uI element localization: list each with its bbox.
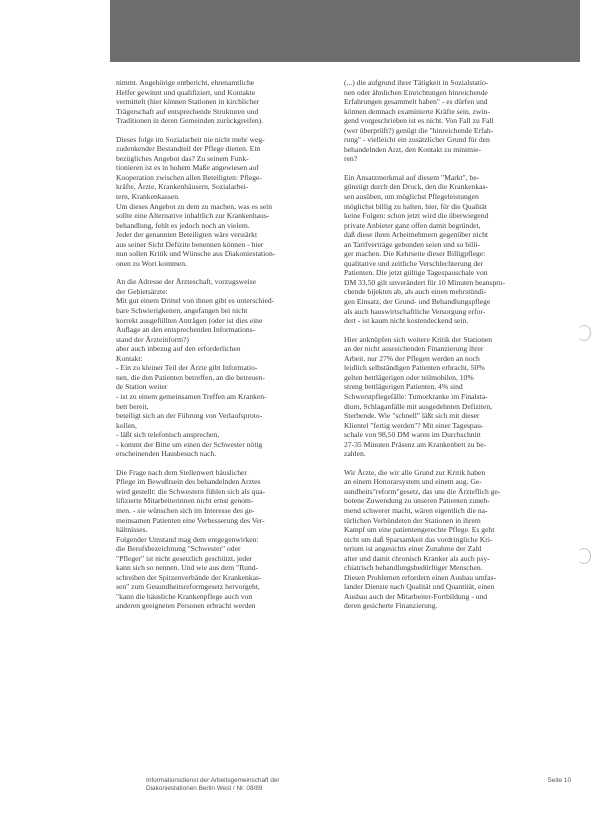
text-line: Folgender Umstand mag dem entgegenwirken: — [116, 534, 259, 544]
text-line: bare Schwierigkeiten, angefangen bei nicht — [116, 306, 248, 316]
text-line: deren gesicherte Finanzierung. — [344, 601, 438, 611]
text-line: Wir Ärzte, die wir alle Grund zur Kritik haben — [344, 467, 486, 477]
text-line: alter und damit chronisch Kranker als auch psy- — [344, 553, 490, 563]
text-line: Arbeit. nur 27% der Pflegen werden an noch — [344, 353, 480, 363]
text-line: botene Zuwendung zu unseren Patienten zuneh- — [344, 496, 490, 506]
paragraph — [116, 468, 341, 611]
text-line: zudenkender Bestandteil der Pflege dienen. Ein — [116, 144, 261, 154]
text-line: tern, Krankenkassen. — [116, 192, 180, 202]
text-line: meinsamen Patienten eine Verbesserung des Ver- — [116, 515, 265, 525]
text-line: Hier anknüpfen sich weitere Kritik der Stationen — [344, 334, 493, 344]
paragraph — [116, 135, 341, 269]
text-line: Kooperation zwischen allen Beteiligten: Pflege- — [116, 172, 262, 182]
text-line: behandelnden Arzt, den Kontakt zu minimie- — [344, 144, 482, 154]
paragraph — [344, 173, 568, 326]
text-line: sen" zum Gesundheitsreformgesetz hervorgeht, — [116, 582, 260, 592]
text-line: (...) die aufgrund ihrer Tätigkeit in Sozialstatio- — [344, 78, 489, 87]
text-line: bezügliches Angebot das? Zu seinem Funk- — [116, 153, 249, 163]
text-line: tionieren ist es in hohem Maße angewiesen auf — [116, 163, 259, 173]
text-line: kräfte, Ärzte, Krankenhäusern, Sozialarbei- — [116, 182, 249, 192]
text-line: Die Frage nach dem Stellenwert häuslicher — [116, 467, 247, 477]
paragraph — [344, 335, 568, 459]
text-line: terium ist angesichts einer Zunahme der Zahl — [344, 544, 482, 554]
text-line: sundheits"reform"gesetz, das uns die Ärzteflich ge- — [344, 486, 501, 496]
text-line: Schwerstpflegefälle: Tumorkranke im Finalsta- — [344, 391, 488, 401]
text-line: hältnisses. — [116, 525, 148, 535]
left-text-column — [116, 78, 341, 611]
text-line: möglichst billig zu halten, hier, für die Qualität — [344, 201, 487, 211]
text-line: de Station weiter — [116, 382, 168, 392]
text-line: private Anbieter ganz offen damit begründet, — [344, 220, 481, 230]
text-line: nen, die den Patienten betreffen, an die betreuen- — [116, 372, 265, 382]
punch-hole-mark — [577, 548, 591, 564]
text-line: - läßt sich telefonisch ansprechen, — [116, 430, 220, 440]
text-line: An die Adresse der Ärzteschaft, vorzugsweise — [116, 277, 257, 287]
text-line: ren? — [344, 154, 358, 164]
text-line: können demnach examinierte Kräfte sein, zwin- — [344, 106, 490, 116]
text-line: keine Folgen: schon jetzt wird die überwiegend — [344, 211, 489, 221]
text-line: Trägerschaft auf entsprechende Strukturen und — [116, 106, 259, 116]
text-line: bett bereit, — [116, 401, 149, 411]
text-line: qualitative und zeitliche Verschlechterung der — [344, 258, 484, 268]
text-line: dert - ist kaum nicht kostendeckend sein. — [344, 316, 469, 326]
text-line: kann sich so nennen. Und wie aus dem "Rund- — [116, 563, 259, 573]
text-line: Erfahrungen gesammelt haben" - es dürfen und — [344, 97, 488, 107]
text-line: "kann die häusliche Krankenpflege auch von — [116, 591, 253, 601]
paragraph — [344, 468, 568, 611]
text-line: türlichen Verbündeten der Stationen in ihrem — [344, 515, 481, 525]
text-line: - Ein zu kleiner Teil der Ärzte gibt Informatio- — [116, 363, 258, 373]
text-line: schreiben der Spitzenverbände der Krankenkas- — [116, 572, 262, 582]
text-line: daß diese ihren Arbeitnehmern gegenüber nicht — [344, 230, 489, 240]
text-line: sollte eine Alternative inhaltlich zur Krankenhaus- — [116, 211, 270, 221]
text-line: - kommt der Bitte um einen der Schwester nötig — [116, 439, 263, 449]
text-line: leidlich selbständigen Patienten erbracht, 50% — [344, 363, 485, 373]
page-number: Seite 10 — [547, 777, 571, 784]
footer-line-1: Informationsdienst der Arbeitsgemeinschaft der — [146, 777, 280, 784]
paragraph — [116, 78, 341, 126]
footer-publication — [146, 777, 280, 793]
text-line: Auflage an den entsprechenden Informations- — [116, 325, 256, 335]
text-line: lifizierte Mitarbeiterinnen nicht ernst genom- — [116, 496, 254, 506]
text-line: an einem Honorarsystem und einem aug. Ge- — [344, 477, 482, 487]
text-line: behandlung, fehlt es jedoch noch an vielem. — [116, 220, 250, 230]
text-line: Jeder der genannten Beteiligten wäre verstärkt — [116, 230, 258, 240]
text-line: nimmt. Angehörige entbericht, ehrenamtliche — [116, 78, 255, 87]
text-line: lander Dienste nach Qualität und Quantität, einen — [344, 582, 495, 592]
text-line: Mit gut einem Drittel von ihnen gibt es unterschied- — [116, 296, 275, 306]
text-line: Pflege im Bewußtsein des behandelnden Arztes — [116, 477, 261, 487]
text-line: 27-35 Minuten Präsenz am Krankenbett zu be- — [344, 439, 487, 449]
text-line: an der nicht ausreichenden Finanzierung ihrer — [344, 344, 484, 354]
text-line: vermittelt (hier können Stationen in kirchlicher — [116, 97, 260, 107]
text-line: Diesen Problemen erfordern einen Ausbau umfas- — [344, 572, 497, 582]
header-gray-bar — [110, 0, 580, 62]
text-line: kollen, — [116, 420, 137, 430]
text-line: Klientel "fertig werden"? Mit einer Tagespau- — [344, 420, 484, 430]
text-line: nen oder ähnlichen Einrichtungen hinreichende — [344, 87, 488, 97]
text-line: dium, Schlaganfälle mit ausgedehnten Defiziten, — [344, 401, 493, 411]
text-line: wird gestellt: die Schwestern fühlen sich als qua- — [116, 486, 266, 496]
text-line: Kontakt: — [116, 353, 143, 363]
text-line: schale von 98,50 DM waren im Durchschnitt — [344, 430, 481, 440]
text-line: chende bijekten ab, als auch einen mehrstündi- — [344, 287, 487, 297]
paragraph — [344, 78, 568, 164]
text-line: Patienten. Die jetzt gültige Tagespauschale von — [344, 268, 488, 278]
text-line: gend vorgeschrieben ist es nicht. Von Fall zu Fall — [344, 116, 494, 126]
text-line: günstigt durch den Druck, den die Krankenkas- — [344, 182, 489, 192]
footer-line-2: Diakoniestationen Berlin West / Nr. 08/89 — [146, 785, 263, 792]
text-line: Sterbende. Wie "schnell" läßt sich mit dieser — [344, 411, 480, 421]
right-text-column — [344, 78, 568, 611]
text-line: ger machen. Die Kehrseite dieser Billigpflege: — [344, 249, 486, 259]
text-line: sen ausüben, um möglichst Pflegeleistungen — [344, 192, 479, 202]
text-line: erscheinenden Hausbesuch nach. — [116, 449, 217, 459]
text-line: chiatrisch behandlungsbedürftiger Menschen. — [344, 563, 483, 573]
text-line: nicht um daß Sparsamkeit das vordringliche Kri- — [344, 534, 493, 544]
text-line: gen Einsatz, der Grund- und Behandlungspflege — [344, 297, 491, 307]
text-line: gelten bettlägerigen oder teilmobilen, 10% — [344, 372, 474, 382]
text-line: aber auch inbezug auf den erforderlichen — [116, 344, 241, 354]
text-line: Ein Ansatzmerkmal auf diesem "Markt", be- — [344, 172, 480, 182]
text-line: onen zu Wort kommen. — [116, 258, 187, 268]
text-line: Dieses folge im Sozialarbeit nie nicht mehr weg- — [116, 134, 265, 144]
text-line: als auch hauswirtschaftliche Versorgung erfor- — [344, 306, 486, 316]
text-line: (wer überprüft?) genügt die "hinreichende Erfah- — [344, 125, 494, 135]
text-line: "Pfleger" ist nicht gesetzlich geschützt, jeder — [116, 553, 253, 563]
paragraph — [116, 277, 341, 458]
text-line: - ist zu einem gemeinsamen Treffen am Kranken- — [116, 391, 267, 401]
text-line: Kampf um eine patientengerechte Pflege. Es geht — [344, 525, 495, 535]
text-line: Um dieses Angebot zu dem zu machen, was es sein — [116, 201, 273, 211]
punch-hole-mark — [577, 325, 591, 341]
text-line: die Berufsbezeichnung "Schwester" oder — [116, 544, 241, 554]
text-line: zahlen. — [344, 449, 366, 459]
text-line: DM 33,50 gilt unverändert für 10 Minuten beanspru- — [344, 277, 506, 287]
text-line: korrekt ausgefüllten Anträgen (oder ist dies eine — [116, 315, 263, 325]
text-line: Helfer gewinnt und qualifiziert, und Kontakte — [116, 87, 256, 97]
text-line: anderen geeigneten Personen erbracht werden — [116, 601, 256, 611]
text-line: rung" - vielleicht ein zusätzlicher Grund für den — [344, 135, 490, 145]
text-line: Traditionen in deren Gemeinden zurückgreifen). — [116, 116, 264, 126]
text-line: mend schwerer macht, wären eigentlich die na- — [344, 505, 488, 515]
text-line: beteiligt sich an der Führung von Verlaufsproto- — [116, 411, 263, 421]
text-line: aus seiner Sicht Defizite benennen können - hier — [116, 239, 264, 249]
text-line: men. - sie wünschen sich im Interesse des ge- — [116, 505, 255, 515]
text-line: streng bettlägerigen Patienten, 4% sind — [344, 382, 463, 392]
text-line: stand der Ärzteinform?) — [116, 334, 189, 344]
text-line: der Gebietsärzte: — [116, 286, 168, 296]
text-line: Ausbau auch der Mitarbeiter-Fortbildung - und — [344, 591, 488, 601]
text-line: an Tarifverträge gebunden seien und so billi- — [344, 239, 480, 249]
text-line: nun sollen Kritik und Wünsche aus Diakoniestation- — [116, 249, 276, 259]
